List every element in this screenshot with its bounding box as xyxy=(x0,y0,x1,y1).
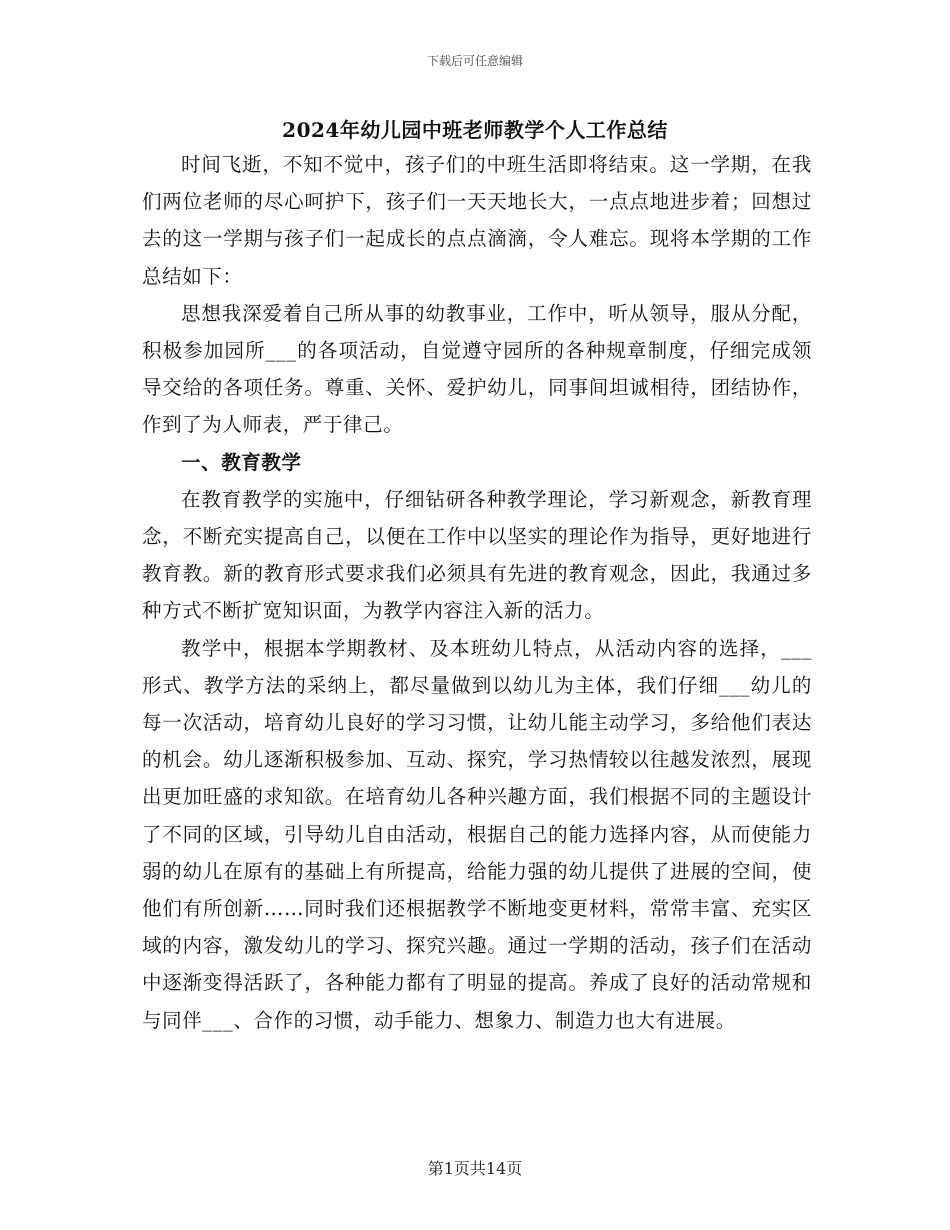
teaching-paragraph: 在教育教学的实施中，仔细钻研各种教学理论，学习新观念，新教育理念，不断充实提高自己，以便在工作中以坚实的理论作为指导，更好地进行教育教。新的教育形式要求我们必须具有先进的教育观念，因此，我通过多种方式不断扩宽知识面，为教学内容注入新的活力。 xyxy=(142,487,812,623)
section-heading: 一、教育教学 xyxy=(181,450,302,474)
teaching-detail-paragraph: 教学中，根据本学期教材、及本班幼儿特点，从活动内容的选择，___形式、教学方法的采纳上，都尽量做到以幼儿为主体，我们仔细___幼儿的每一次活动，培育幼儿良好的学习习惯，让幼儿能主动学习，多给他们表达的机会。幼儿逐渐积极参加、互动、探究，学习热情较以往越发浓烈，展现出更加旺盛的求知欲。在培育幼儿各种兴趣方面，我们根据不同的主题设计了不同的区域，引导幼儿自由活动，根据自己的能力选择内容，从而使能力弱的幼儿在原有的基础上有所提高，给能力强的幼儿提供了进展的空间，使他们有所创新……同时我们还根据教学不断地变更材料，常常丰富、充实区域的内容，激发幼儿的学习、探究兴趣。通过一学期的活动，孩子们在活动中逐渐变得活跃了，各种能力都有了明显的提高。养成了良好的活动常规和与同伴___、合作的习惯，动手能力、想象力、制造力也大有进展。 xyxy=(142,636,812,1032)
ideology-paragraph: 思想我深爱着自己所从事的幼教事业，工作中，听从领导，服从分配，积极参加园所___的各项活动，自觉遵守园所的各种规章制度，仔细完成领导交给的各项任务。尊重、关怀、爱护幼儿，同事间坦诚相待，团结协作，作到了为人师表，严于律己。 xyxy=(142,301,812,437)
page-number: 第1页共14页 xyxy=(427,1159,523,1178)
header-note: 下载后可任意编辑 xyxy=(426,54,523,68)
document-body xyxy=(142,146,812,1039)
document-title: 2024年幼儿园中班老师教学个人工作总结 xyxy=(282,118,668,142)
intro-paragraph: 时间飞逝，不知不觉中，孩子们的中班生活即将结束。这一学期，在我们两位老师的尽心呵护下，孩子们一天天地长大，一点点地进步着；回想过去的这一学期与孩子们一起成长的点点滴滴，令人难忘。现将本学期的工作总结如下： xyxy=(142,153,812,288)
